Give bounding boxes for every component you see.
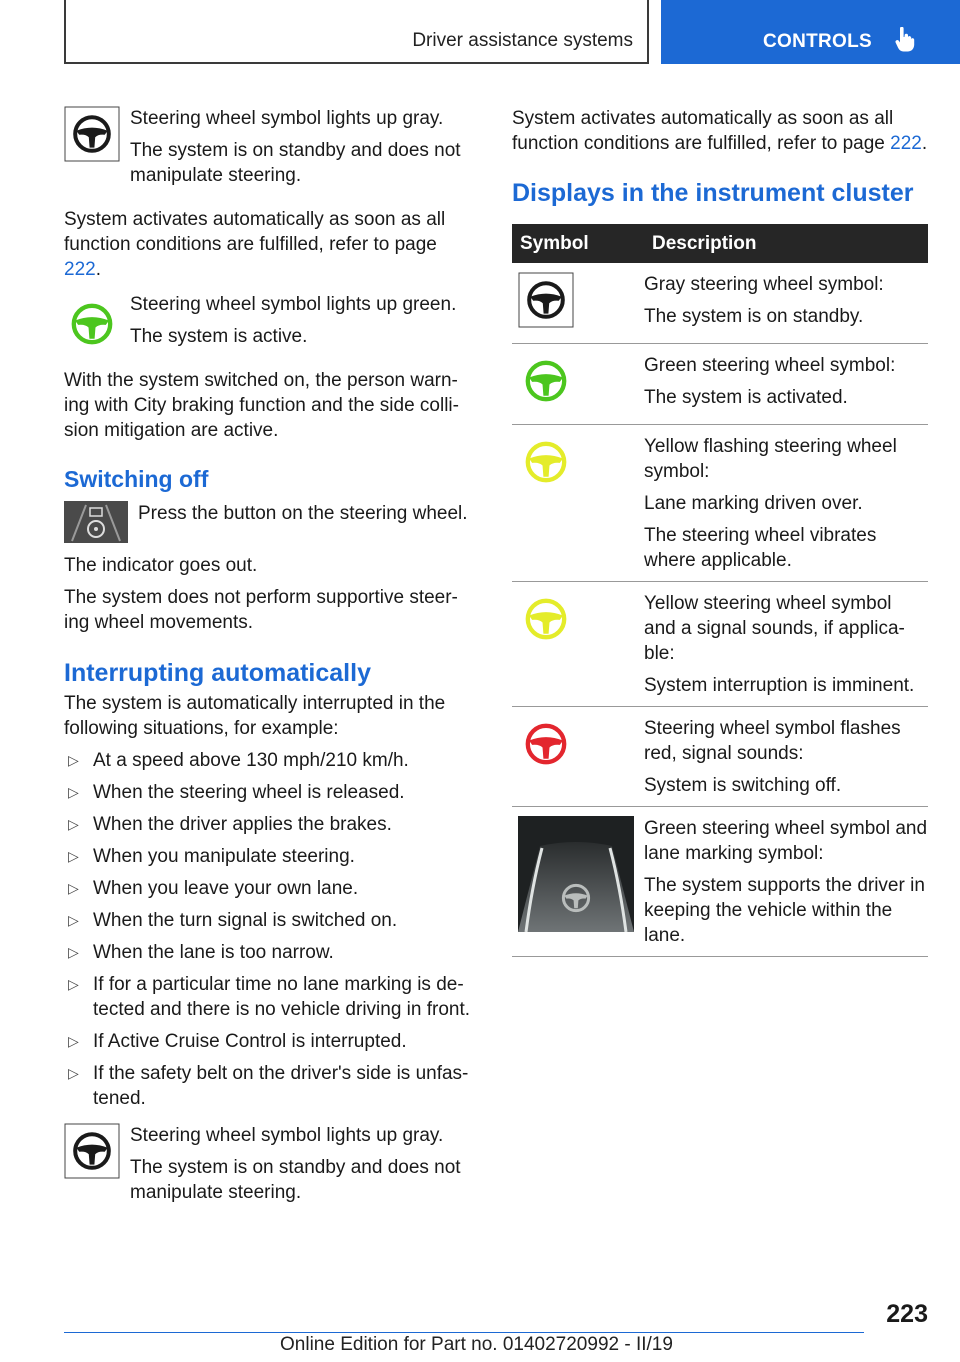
- lane-marking-display-icon: [518, 816, 634, 932]
- list-item: ▷ At a speed above 130 mph/210 km/h.: [68, 750, 409, 771]
- right-activation-period: .: [921, 133, 928, 154]
- table-row: [512, 263, 928, 344]
- activation-text: System activates automatically as soon as all function conditions are fulfilled, refer to page: [64, 209, 446, 255]
- row-text: Yellow flashing steering wheel symbol:: [644, 436, 897, 482]
- left-column: [64, 106, 474, 1224]
- gray-steering-wheel-icon: [64, 106, 120, 162]
- row-text: System is switching off.: [644, 775, 842, 796]
- table-row: [512, 582, 928, 707]
- row-text: The system is on standby.: [644, 306, 864, 327]
- list-item: ▷ When you manipulate steering.: [68, 846, 355, 867]
- row-text: Steering wheel symbol flashes red, signal sounds:: [644, 718, 901, 764]
- triangle-bullet-icon: ▷: [68, 816, 79, 832]
- col-description-header: Description: [644, 224, 928, 263]
- switching-off-heading: Switching off: [64, 466, 209, 492]
- right-activation-paragraph: [512, 106, 928, 156]
- header-controls-label: CONTROLS: [763, 31, 873, 52]
- table-header-row: [512, 224, 928, 263]
- row-text: The system is activated.: [644, 387, 848, 408]
- row-text: Green steering wheel symbol and lane marking symbol:: [644, 818, 928, 864]
- row-text: The system supports the driver in keeping the vehicle within the lane.: [644, 875, 925, 946]
- triangle-bullet-icon: ▷: [68, 784, 79, 800]
- activation-paragraph: [64, 207, 474, 282]
- right-activation-text: System activates automatically as soon as all function conditions are fulfilled, refer to page: [512, 108, 894, 154]
- row-text: The steering wheel vibrates where applicable.: [644, 525, 877, 571]
- list-item: ▷ When the steering wheel is released.: [68, 782, 405, 803]
- displays-heading: Displays in the instrument cluster: [512, 179, 914, 207]
- page-link-222-right[interactable]: 222: [890, 133, 922, 154]
- triangle-bullet-icon: ▷: [68, 848, 79, 864]
- pointing-hand-icon: [895, 27, 915, 53]
- gray-wheel-block-top: [64, 106, 474, 195]
- lane-assist-button-icon: [64, 501, 128, 543]
- footer-divider: [64, 1332, 864, 1333]
- row-text: Lane marking driven over.: [644, 493, 863, 514]
- green-wheel-block: [64, 292, 474, 356]
- yellow-steering-wheel-icon: [518, 434, 574, 490]
- triangle-bullet-icon: ▷: [68, 912, 79, 928]
- no-supportive-movement-text: The system does not perform supportive steer-ing wheel movements.: [64, 587, 458, 633]
- indicator-out-text: The indicator goes out.: [64, 555, 258, 576]
- gray-steering-wheel-icon: [518, 272, 574, 328]
- edition-footer: Online Edition for Part no. 01402720992 - II/19: [280, 1334, 673, 1355]
- gray-wheel-bottom-line1: Steering wheel symbol lights up gray.: [130, 1125, 444, 1146]
- symbol-table: [512, 224, 928, 957]
- gray-wheel-line2: The system is on standby and does not manipulate steering.: [130, 140, 461, 186]
- row-text: System interruption is imminent.: [644, 675, 915, 696]
- header-section-title: Driver assistance systems: [412, 30, 633, 51]
- active-functions-paragraph: With the system switched on, the person warn-ing with City braking function and the side colli-sion mitigation are active.: [64, 370, 459, 441]
- table-row: [512, 344, 928, 425]
- triangle-bullet-icon: ▷: [68, 880, 79, 896]
- red-steering-wheel-icon: [518, 716, 574, 772]
- row-text: Green steering wheel symbol:: [644, 355, 896, 376]
- triangle-bullet-icon: ▷: [68, 944, 79, 960]
- header-controls-tab[interactable]: [661, 0, 960, 64]
- list-item: ▷ When the lane is too narrow.: [68, 942, 334, 963]
- page-number: 223: [886, 1300, 928, 1328]
- interrupt-intro: The system is automatically interrupted in the following situations, for example:: [64, 693, 446, 739]
- list-item: ▷ When the driver applies the brakes.: [68, 814, 392, 835]
- gray-steering-wheel-icon: [64, 1123, 120, 1179]
- row-text: Yellow steering wheel symbol and a signal sounds, if applica-ble:: [644, 593, 905, 664]
- page-link-222[interactable]: 222: [64, 259, 96, 280]
- list-item: ▷ If for a particular time no lane marking is de-tected and there is no vehicle driving in front.: [68, 974, 471, 1020]
- header-section-box: [64, 0, 649, 64]
- list-item: ▷ When you leave your own lane.: [68, 878, 359, 899]
- table-row: [512, 425, 928, 582]
- list-item: ▷ If the safety belt on the driver's side is unfas-tened.: [68, 1063, 469, 1109]
- gray-wheel-bottom-line2: The system is on standby and does not manipulate steering.: [130, 1157, 461, 1203]
- green-steering-wheel-icon: [64, 292, 120, 348]
- yellow-steering-wheel-icon: [518, 591, 574, 647]
- table-row: [512, 707, 928, 807]
- right-column: [512, 106, 928, 957]
- triangle-bullet-icon: ▷: [68, 1065, 79, 1081]
- green-wheel-line1: Steering wheel symbol lights up green.: [130, 294, 457, 315]
- list-item: ▷ If Active Cruise Control is interrupted.: [68, 1031, 407, 1052]
- triangle-bullet-icon: ▷: [68, 976, 79, 992]
- interrupt-list: [64, 748, 474, 1111]
- row-text: Gray steering wheel symbol:: [644, 274, 884, 295]
- green-steering-wheel-icon: [518, 353, 574, 409]
- green-wheel-line2: The system is active.: [130, 326, 308, 347]
- activation-period: .: [95, 259, 101, 280]
- gray-wheel-block-bottom: [64, 1123, 474, 1212]
- press-button-text: Press the button on the steering wheel.: [138, 503, 468, 524]
- table-row: [512, 807, 928, 957]
- list-item: ▷ When the turn signal is switched on.: [68, 910, 398, 931]
- triangle-bullet-icon: ▷: [68, 752, 79, 768]
- triangle-bullet-icon: ▷: [68, 1033, 79, 1049]
- interrupting-heading: Interrupting automatically: [64, 659, 371, 687]
- col-symbol-header: Symbol: [512, 224, 644, 263]
- gray-wheel-line1: Steering wheel symbol lights up gray.: [130, 108, 444, 129]
- switch-button-block: [64, 501, 474, 543]
